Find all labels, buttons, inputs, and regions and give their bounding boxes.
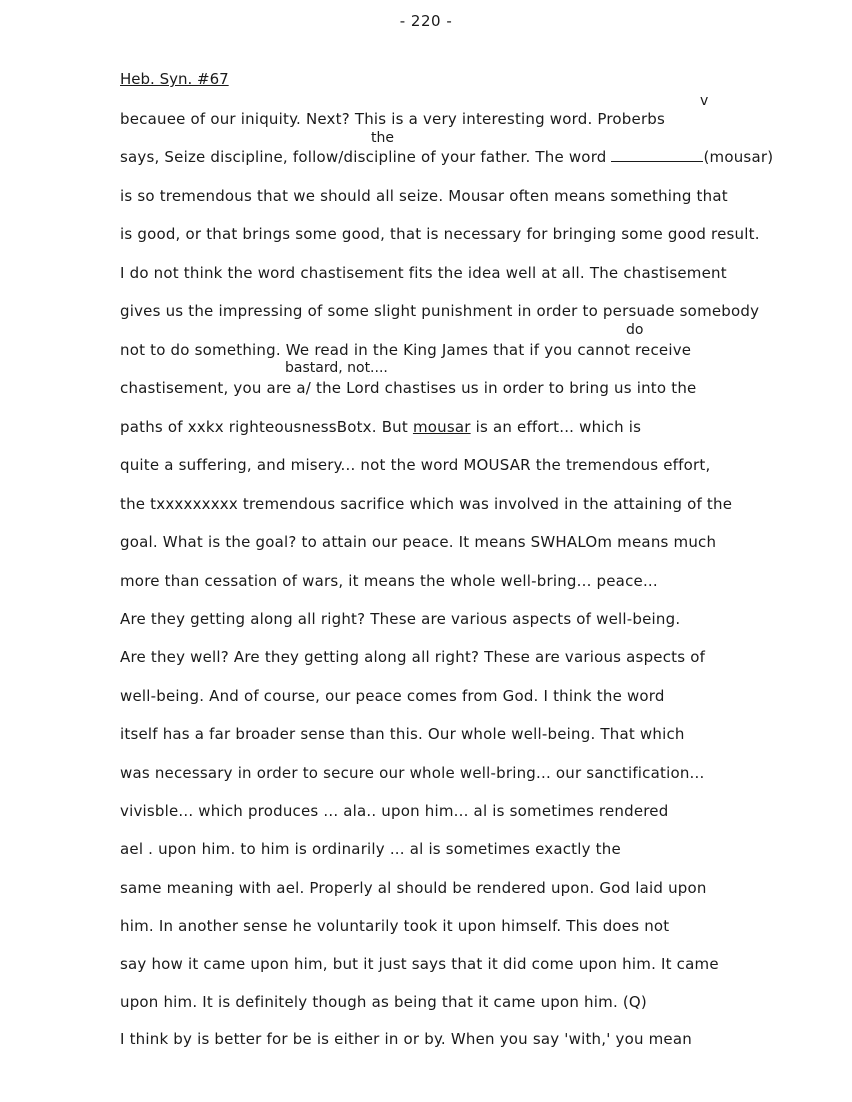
text-line-4: is good, or that brings some good, that is necessary for bringing some good result.: [120, 225, 760, 243]
interlinear-bastard: bastard, not....: [285, 360, 388, 376]
text-line-3: is so tremendous that we should all seize. Mousar often means something that: [120, 187, 728, 205]
text-line-17: itself has a far broader sense than this. Our whole well-being. That which: [120, 725, 685, 743]
interlinear-the: the: [371, 130, 394, 146]
text-line-6: gives us the impressing of some slight punishment in order to persuade somebody: [120, 302, 760, 320]
text-line-14: Are they getting along all right? These are various aspects of well-being.: [120, 610, 681, 628]
text-line-23: say how it came upon him, but it just says that it did come upon him. It came: [120, 955, 719, 973]
text-line-18: was necessary in order to secure our whole well-bring... our sanctification...: [120, 764, 705, 782]
text-line-16: well-being. And of course, our peace comes from God. I think the word: [120, 687, 665, 705]
text-line-21: same meaning with ael. Properly al should be rendered upon. God laid upon: [120, 879, 707, 897]
text-line-11: the txxxxxxxxx tremendous sacrifice which was involved in the attaining of the: [120, 495, 733, 513]
text-line-9-main: paths of xxkx righteousnessBotx. But: [120, 418, 408, 436]
text-line-20: ael . upon him. to him is ordinarily ... al is sometimes exactly the: [120, 840, 621, 858]
text-line-10: quite a suffering, and misery... not the word MOUSAR the tremendous effort,: [120, 456, 711, 474]
text-line-22: him. In another sense he voluntarily took it upon himself. This does not: [120, 917, 670, 935]
page-number: - 220 -: [399, 12, 453, 30]
text-line-7: not to do something. We read in the King James that if you cannot receive: [120, 341, 692, 359]
blank-underline: [611, 160, 703, 162]
text-line-8: chastisement, you are a/ the Lord chastises us in order to bring us into the: [120, 379, 697, 397]
text-line-9: [120, 418, 641, 436]
text-line-2-tail: (mousar): [703, 148, 774, 166]
text-line-12: goal. What is the goal? to attain our peace. It means SWHALOm means much: [120, 533, 717, 551]
text-line-2-main: says, Seize discipline, follow/discipline of your father. The word: [120, 148, 607, 166]
text-line-13: more than cessation of wars, it means the whole well-bring... peace...: [120, 572, 658, 590]
text-line-19: vivisble... which produces ... ala.. upon him... al is sometimes rendered: [120, 802, 669, 820]
text-line-1: becauee of our iniquity. Next? This is a very interesting word. Proberbs: [120, 110, 666, 128]
text-line-15: Are they well? Are they getting along all right? These are various aspects of: [120, 648, 706, 666]
text-line-24: upon him. It is definitely though as being that it came upon him. (Q): [120, 993, 647, 1011]
interlinear-do: do: [626, 322, 644, 338]
text-line-25: I think by is better for be is either in or by. When you say 'with,' you mean: [120, 1030, 692, 1048]
interlinear-v: v: [700, 93, 709, 109]
text-line-5: I do not think the word chastisement fits the idea well at all. The chastisement: [120, 264, 727, 282]
text-line-9-tail: is an effort... which is: [470, 418, 642, 436]
text-line-2: [120, 148, 773, 166]
document-heading: Heb. Syn. #67: [120, 70, 229, 88]
underlined-mousar: mousar: [412, 418, 471, 436]
